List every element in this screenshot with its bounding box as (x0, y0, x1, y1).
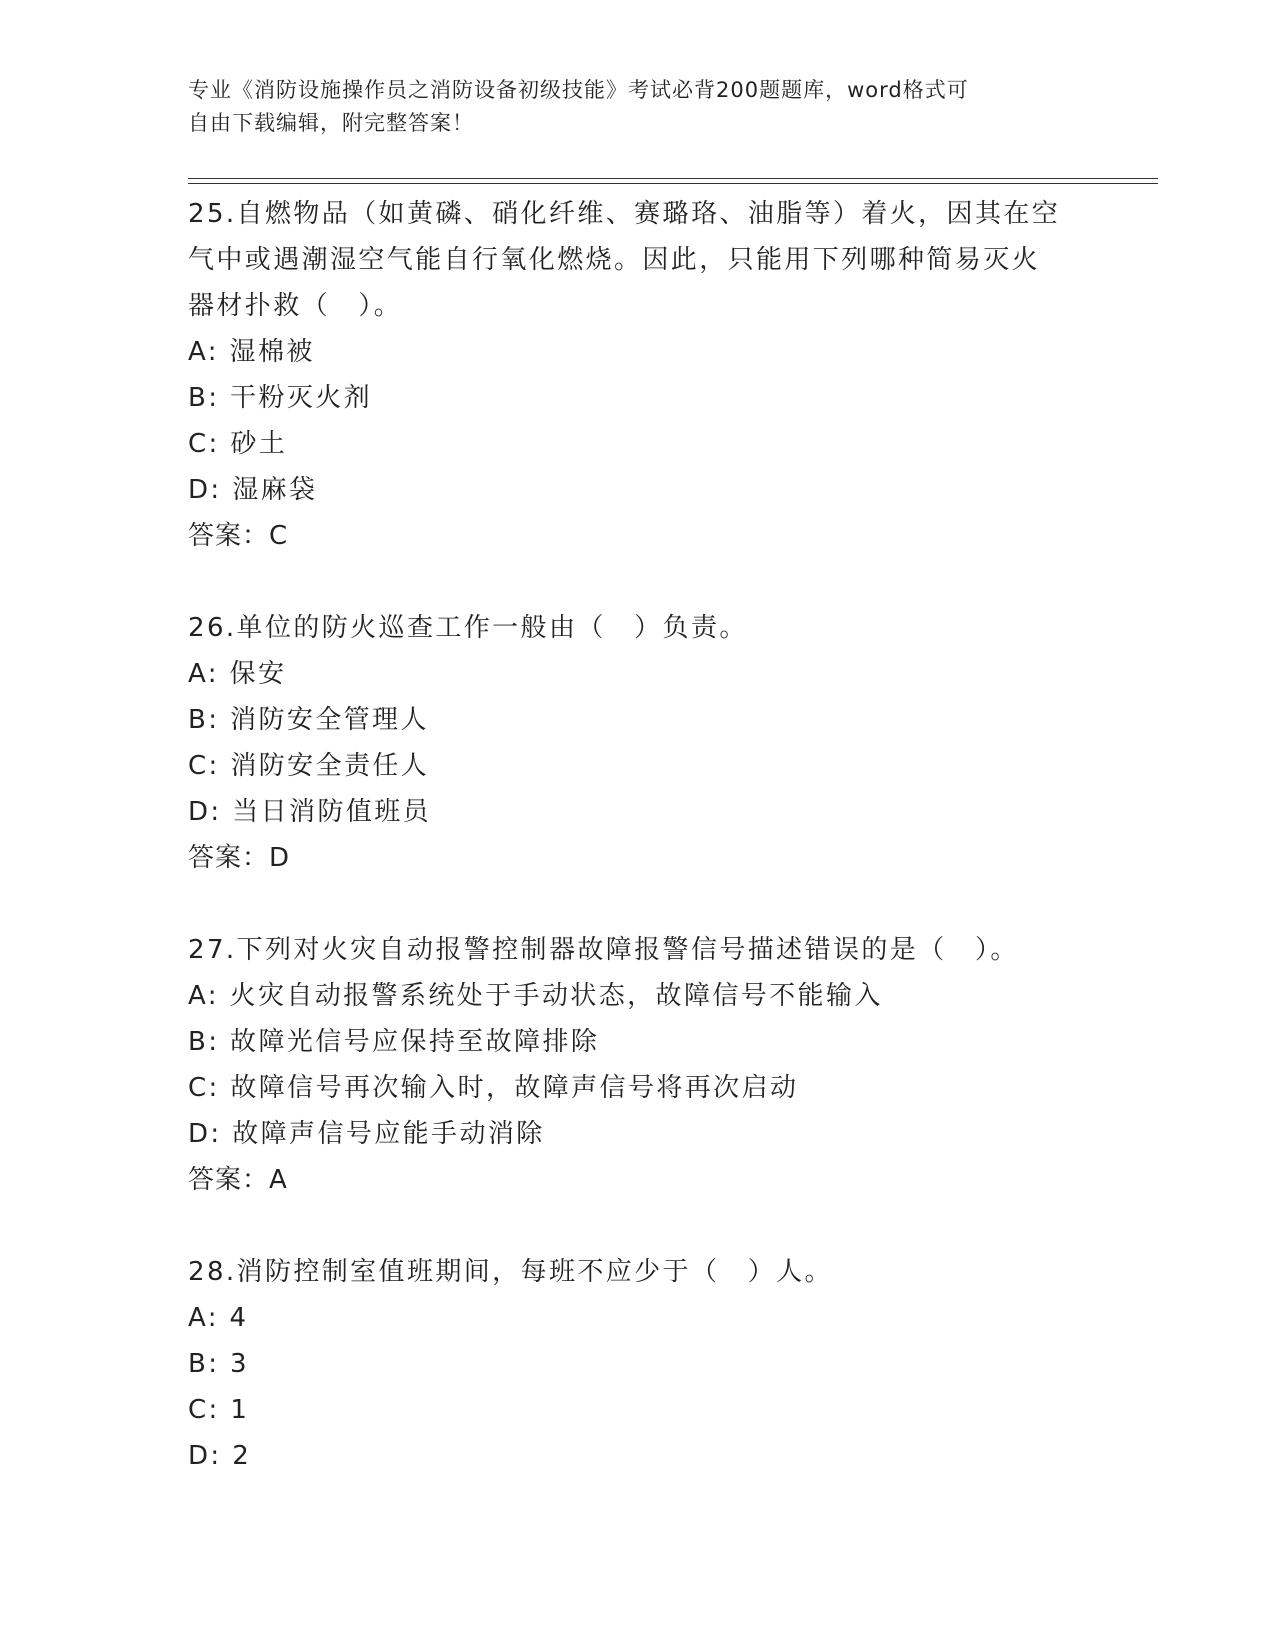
spacer (188, 1203, 1088, 1249)
option-b: B: 干粉灭火剂 (188, 383, 373, 413)
question-25 (188, 191, 1088, 559)
question-27 (188, 927, 1088, 1203)
answer-line: 答案：C (188, 521, 289, 551)
option-a: A: 4 (188, 1303, 249, 1333)
option-a: A: 保安 (188, 659, 287, 689)
option-c: C: 砂土 (188, 429, 288, 459)
question-text-line: 25.自燃物品（如黄磷、硝化纤维、赛璐珞、油脂等）着火，因其在空 (188, 199, 1061, 229)
spacer (188, 559, 1088, 605)
option-b: B: 消防安全管理人 (188, 705, 429, 735)
header-divider-bottom (188, 183, 1158, 184)
header-line-2: 自由下载编辑，附完整答案！ (188, 111, 474, 135)
question-text-line: 28.消防控制室值班期间，每班不应少于（ ）人。 (188, 1257, 833, 1287)
option-d: D: 故障声信号应能手动消除 (188, 1119, 545, 1149)
question-26 (188, 605, 1088, 881)
spacer (188, 881, 1088, 927)
option-b: B: 故障光信号应保持至故障排除 (188, 1027, 600, 1057)
question-text-line: 器材扑救（ ）。 (188, 291, 403, 321)
document-header (188, 74, 1088, 140)
option-d: D: 湿麻袋 (188, 475, 318, 505)
question-list (188, 191, 1088, 1479)
header-divider-top (188, 178, 1158, 179)
answer-line: 答案：A (188, 1165, 288, 1195)
question-28 (188, 1249, 1088, 1479)
question-text-line: 26.单位的防火巡查工作一般由（ ）负责。 (188, 613, 748, 643)
option-a: A: 湿棉被 (188, 337, 315, 367)
question-text-line: 气中或遇潮湿空气能自行氧化燃烧。因此，只能用下列哪种简易灭火 (188, 245, 1041, 275)
option-c: C: 1 (188, 1395, 250, 1425)
question-text-line: 27.下列对火灾自动报警控制器故障报警信号描述错误的是（ ）。 (188, 935, 1019, 965)
option-a: A: 火灾自动报警系统处于手动状态，故障信号不能输入 (188, 981, 883, 1011)
option-b: B: 3 (188, 1349, 250, 1379)
option-c: C: 故障信号再次输入时，故障声信号将再次启动 (188, 1073, 799, 1103)
header-line-1: 专业《消防设施操作员之消防设备初级技能》考试必背200题题库，word格式可 (188, 78, 969, 102)
option-c: C: 消防安全责任人 (188, 751, 430, 781)
answer-line: 答案：D (188, 843, 291, 873)
option-d: D: 2 (188, 1441, 252, 1471)
option-d: D: 当日消防值班员 (188, 797, 432, 827)
